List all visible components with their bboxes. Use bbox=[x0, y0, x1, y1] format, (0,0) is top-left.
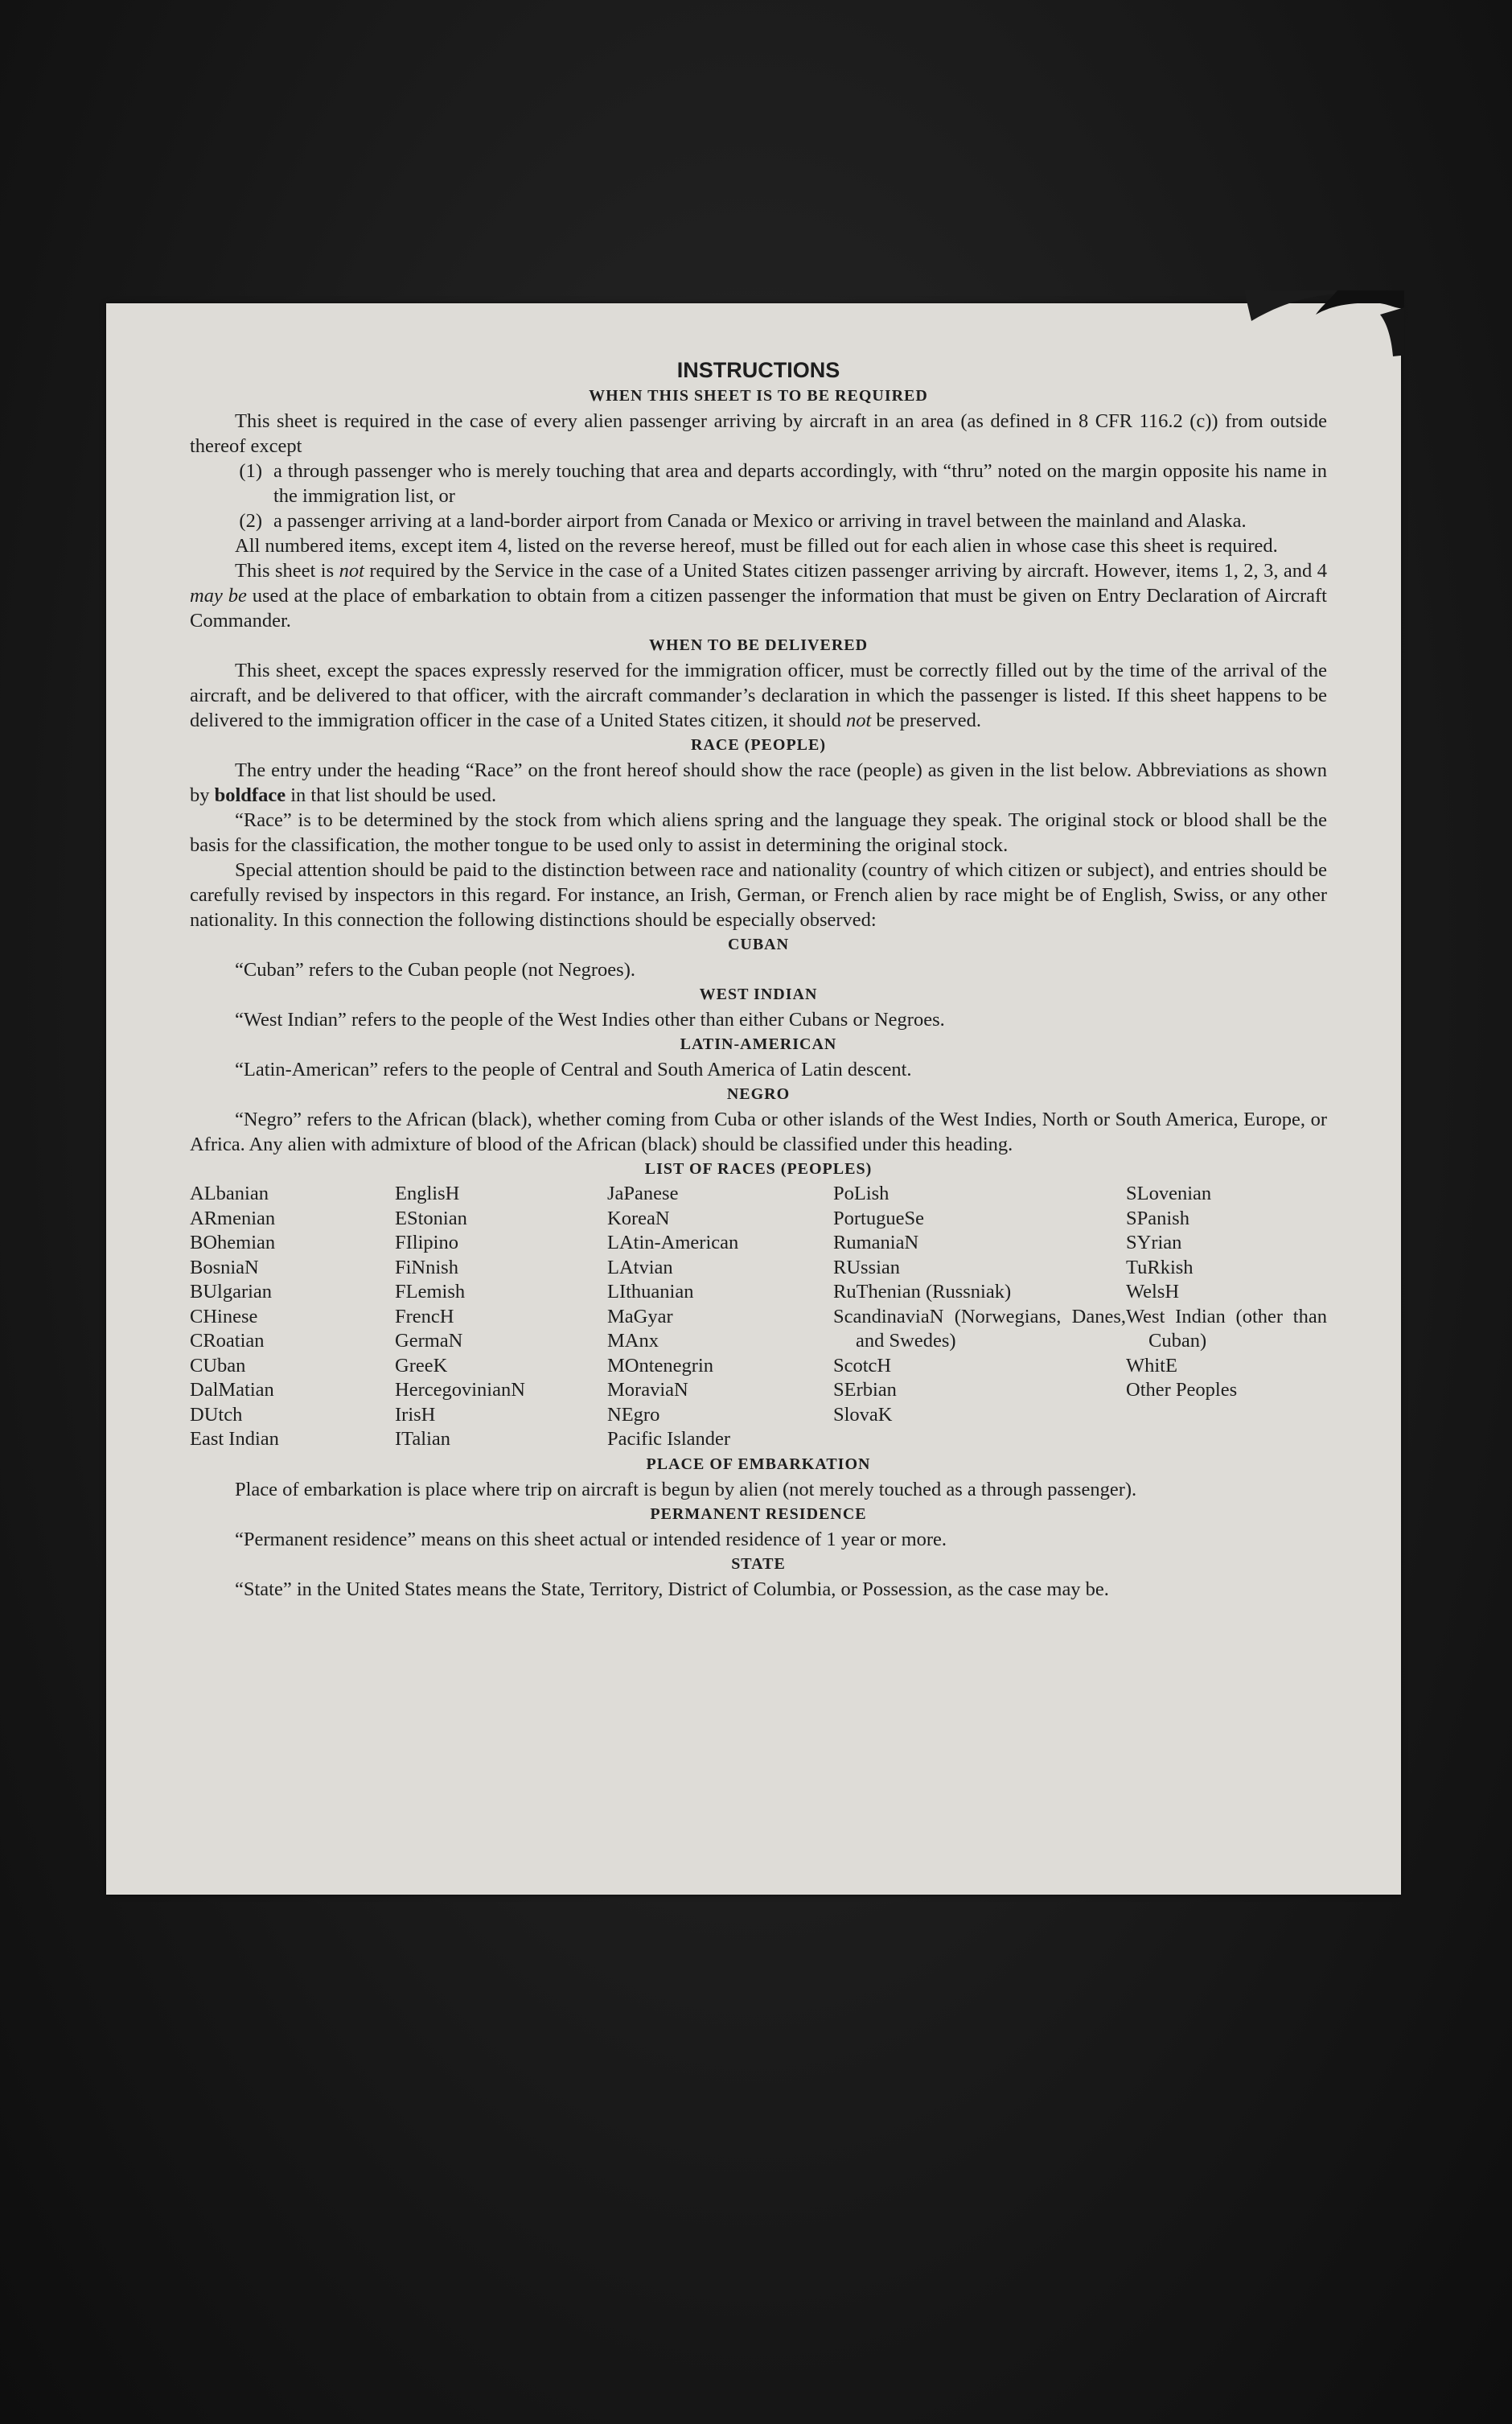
heading-race: RACE (PEOPLE) bbox=[691, 736, 826, 754]
heading-list-of-races: LIST OF RACES (PEOPLES) bbox=[644, 1160, 873, 1178]
citizen-text-a: This sheet is bbox=[235, 560, 335, 582]
exception-item-text: a through passenger who is merely touching that area and departs accordingly, with “thru” noted on the margin opposite his name in the immigration list, or bbox=[273, 460, 1327, 507]
race-entry: RUssian bbox=[833, 1256, 901, 1278]
races-list bbox=[190, 1182, 1327, 1452]
races-column-2 bbox=[395, 1182, 607, 1452]
heading-when-delivered: WHEN TO BE DELIVERED bbox=[648, 636, 869, 654]
citizen-text-c: used at the place of embarkation to obtain from a citizen passenger the information that must be given on Entry Declaration of Aircraft Commander. bbox=[190, 585, 1327, 632]
race-paragraph-2: “Race” is to be determined by the stock from which aliens spring and the language they speak. The original stock or blood shall be the basis for the classification, the mother tongue to be used only to assist in determining the original stock. bbox=[190, 809, 1327, 856]
state-definition: “State” in the United States means the State, Territory, District of Columbia, or Possession, as the case may be. bbox=[235, 1578, 1109, 1600]
race-entry: Other Peoples bbox=[1126, 1379, 1238, 1401]
race-entry: SErbian bbox=[833, 1379, 897, 1401]
race-entry: West Indian (other than Cuban) bbox=[1126, 1305, 1327, 1352]
race-entry: ARmenian bbox=[190, 1207, 276, 1229]
race-entry: ALbanian bbox=[190, 1183, 269, 1204]
race-entry: KoreaN bbox=[607, 1207, 670, 1229]
negro-definition: “Negro” refers to the African (black), whether coming from Cuba or other islands of the West Indies, North or South America, Europe, or Africa. Any alien with admixture of blood of the African (black) should be classified under this heading. bbox=[190, 1109, 1327, 1155]
document-body bbox=[190, 356, 1327, 1602]
race-entry: DUtch bbox=[190, 1403, 243, 1426]
race-entry: BUlgarian bbox=[190, 1281, 273, 1303]
west-indian-definition: “West Indian” refers to the people of the West Indies other than either Cubans or Negroes. bbox=[235, 1009, 945, 1031]
exception-item-number: (1) bbox=[239, 460, 262, 482]
heading-cuban: CUBAN bbox=[727, 936, 790, 953]
race-entry: East Indian bbox=[190, 1428, 279, 1450]
heading-embarkation: PLACE OF EMBARKATION bbox=[646, 1455, 871, 1473]
race-entry: HercegovinianN bbox=[395, 1379, 525, 1401]
heading-when-required: WHEN THIS SHEET IS TO BE REQUIRED bbox=[589, 387, 928, 405]
race-entry: LIthuanian bbox=[607, 1281, 694, 1303]
race-entry: ScandinaviaN (Norwegians, Danes, and Swedes) bbox=[833, 1305, 1126, 1352]
exception-item-number: (2) bbox=[239, 510, 262, 532]
race-text-b: in that list should be used. bbox=[290, 784, 497, 806]
exception-item-2 bbox=[190, 508, 1327, 533]
race-entry: DalMatian bbox=[190, 1379, 274, 1401]
race-entry: SPanish bbox=[1126, 1207, 1189, 1229]
race-entry: WhitE bbox=[1126, 1354, 1177, 1377]
heading-state: STATE bbox=[731, 1554, 786, 1573]
residence-definition: “Permanent residence” means on this sheet actual or intended residence of 1 year or more. bbox=[235, 1528, 947, 1550]
race-entry: PortugueSe bbox=[833, 1207, 924, 1229]
race-entry: PoLish bbox=[833, 1183, 890, 1204]
race-entry: NEgro bbox=[607, 1403, 660, 1426]
race-entry: GreeK bbox=[395, 1354, 448, 1377]
race-entry: JaPanese bbox=[607, 1183, 679, 1204]
instruction-sheet bbox=[106, 303, 1401, 1895]
exception-item-text: a passenger arriving at a land-border airport from Canada or Mexico or arriving in travel between the mainland and Alaska. bbox=[273, 510, 1247, 532]
when-required-intro: This sheet is required in the case of every alien passenger arriving by aircraft in an area (as defined in 8 CFR 116.2 (c)) from outside thereof except bbox=[190, 410, 1327, 457]
race-entry: ITalian bbox=[395, 1428, 451, 1450]
races-column-3 bbox=[607, 1182, 833, 1452]
delivered-text-a: This sheet, except the spaces expressly reserved for the immigration officer, must be correctly filled out by the time of the arrival of the aircraft, and be delivered to that officer, with the aircraft commander’s declaration in which the passenger is listed. If this sheet happens to be delivered to the immigration officer in the case of a United States citizen, it should bbox=[190, 660, 1327, 731]
race-entry: FrencH bbox=[395, 1305, 454, 1327]
delivered-text-b: be preserved. bbox=[876, 710, 982, 731]
races-column-4 bbox=[833, 1182, 1126, 1452]
race-paragraph-1 bbox=[190, 758, 1327, 808]
race-entry: BOhemian bbox=[190, 1232, 276, 1253]
numbered-items-paragraph: All numbered items, except item 4, listed on the reverse hereof, must be filled out for each alien in whose case this sheet is required. bbox=[235, 535, 1278, 557]
latin-american-definition: “Latin-American” refers to the people of Central and South America of Latin descent. bbox=[235, 1059, 912, 1080]
exception-item-1 bbox=[190, 459, 1327, 508]
race-entry: BosniaN bbox=[190, 1256, 259, 1278]
race-entry: SLovenian bbox=[1126, 1183, 1212, 1204]
race-entry: MaGyar bbox=[607, 1305, 673, 1327]
race-entry: GermaN bbox=[395, 1330, 463, 1352]
race-entry: SlovaK bbox=[833, 1403, 893, 1426]
race-entry: EStonian bbox=[395, 1207, 467, 1229]
document-title: INSTRUCTIONS bbox=[676, 358, 840, 382]
race-entry: IrisH bbox=[395, 1403, 436, 1426]
races-column-1 bbox=[190, 1182, 395, 1452]
heading-permanent-residence: PERMANENT RESIDENCE bbox=[650, 1504, 867, 1523]
race-entry: FiNnish bbox=[395, 1256, 458, 1278]
citizen-emphasis-may-be: may be bbox=[190, 585, 247, 607]
heading-negro: NEGRO bbox=[726, 1085, 791, 1103]
citizen-emphasis-not: not bbox=[339, 560, 364, 582]
race-entry: WelsH bbox=[1126, 1281, 1180, 1303]
race-boldface-word: boldface bbox=[214, 784, 286, 806]
race-entry: CRoatian bbox=[190, 1330, 265, 1352]
race-entry: FIlipino bbox=[395, 1232, 458, 1253]
cuban-definition: “Cuban” refers to the Cuban people (not Negroes). bbox=[235, 959, 635, 981]
race-entry: LAtvian bbox=[607, 1256, 673, 1278]
race-entry: Pacific Islander bbox=[607, 1428, 731, 1450]
race-entry: MOntenegrin bbox=[607, 1354, 713, 1377]
race-entry: SYrian bbox=[1126, 1232, 1182, 1253]
embarkation-definition: Place of embarkation is place where trip on aircraft is begun by alien (not merely touched as a through passenger). bbox=[235, 1478, 1137, 1500]
race-entry: CUban bbox=[190, 1354, 246, 1377]
race-entry: TuRkish bbox=[1126, 1256, 1194, 1278]
race-entry: FLemish bbox=[395, 1281, 466, 1303]
race-entry: EnglisH bbox=[395, 1183, 460, 1204]
race-entry: CHinese bbox=[190, 1305, 258, 1327]
citizen-text-b: required by the Service in the case of a United States citizen passenger arriving by aircraft. However, items 1, 2, 3, and 4 bbox=[369, 560, 1328, 582]
race-entry: LAtin-American bbox=[607, 1232, 739, 1253]
races-column-5 bbox=[1126, 1182, 1327, 1452]
race-entry: MAnx bbox=[607, 1330, 659, 1352]
citizen-paragraph bbox=[190, 558, 1327, 633]
heading-latin-american: LATIN-AMERICAN bbox=[680, 1035, 837, 1053]
when-delivered-paragraph bbox=[190, 658, 1327, 733]
race-entry: RumaniaN bbox=[833, 1232, 919, 1253]
race-entry: ScotcH bbox=[833, 1354, 892, 1377]
race-entry: MoraviaN bbox=[607, 1379, 688, 1401]
race-text-a: The entry under the heading “Race” on the front hereof should show the race (people) as given in the list below. Abbreviations as shown by bbox=[190, 759, 1327, 806]
heading-west-indian: WEST INDIAN bbox=[699, 986, 818, 1003]
delivered-emphasis-not: not bbox=[845, 710, 872, 731]
race-paragraph-3: Special attention should be paid to the distinction between race and nationality (country of which citizen or subject), and entries should be carefully revised by inspectors in this regard. For instance, an Irish, German, or French alien by race might be of English, Swiss, or any other nationality. In this connection the following distinctions should be especially observed: bbox=[190, 859, 1327, 931]
race-entry: RuThenian (Russniak) bbox=[833, 1281, 1012, 1303]
